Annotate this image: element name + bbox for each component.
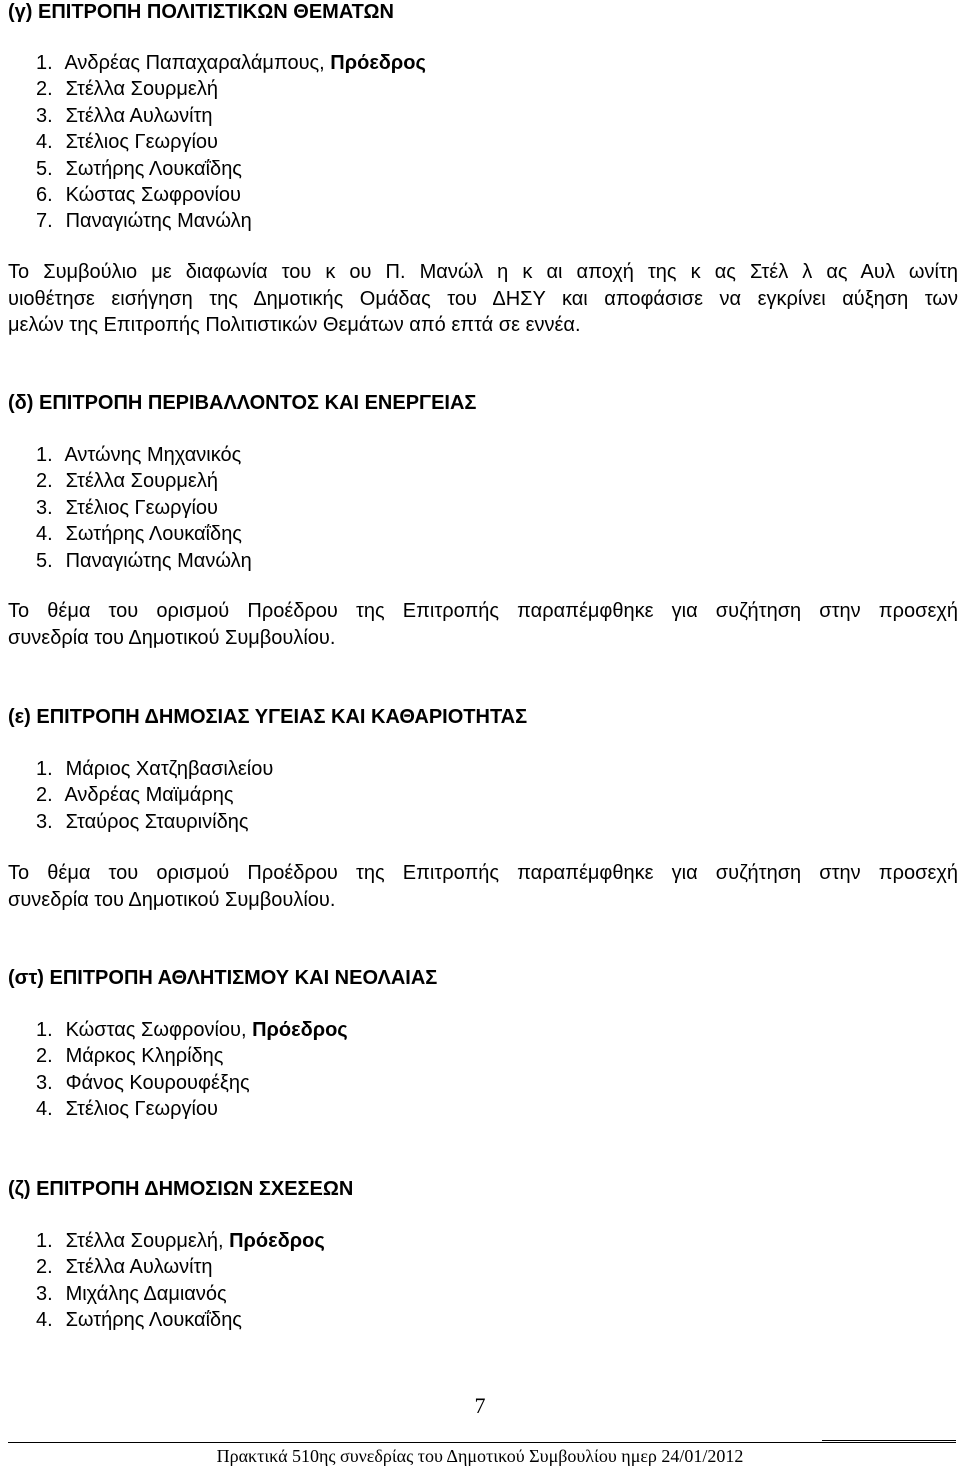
list-item: 4. Σωτήρης Λουκαΐδης — [36, 523, 242, 546]
member-list-g — [36, 50, 426, 235]
list-item: 2. Στέλλα Σουρμελή — [36, 470, 218, 493]
section-note-e: Το θέμα του ορισμού Προέδρου της Επιτροπής παραπέμφθηκε για συζήτηση στην προσεχή συνεδρία του Δημοτικού Συμβουλίου. — [8, 862, 958, 911]
list-item: 3. Φάνος Κουρουφέξης — [36, 1071, 250, 1094]
section-heading-d: (δ) ΕΠΙΤΡΟΠΗ ΠΕΡΙΒΑΛΛΟΝΤΟΣ ΚΑΙ ΕΝΕΡΓΕΙΑΣ — [8, 392, 477, 414]
list-item: 1. Αντώνης Μηχανικός — [36, 444, 242, 466]
list-item: 3. Σταύρος Σταυρινίδης — [36, 810, 249, 833]
member-list-d — [36, 442, 252, 574]
member-list-st — [36, 1017, 348, 1123]
page-number: 7 — [474, 1393, 486, 1418]
list-item: 6. Κώστας Σωφρονίου — [36, 184, 241, 207]
list-item: 4. Στέλιος Γεωργίου — [36, 1098, 218, 1121]
list-item: 7. Παναγιώτης Μανώλη — [36, 210, 252, 233]
list-item: 1. Ανδρέας Παπαχαραλάμπους, Πρόεδρος — [36, 52, 426, 74]
list-item: 2. Ανδρέας Μαϊμάρης — [36, 784, 234, 807]
list-item: 4. Σωτήρης Λουκαΐδης — [36, 1309, 242, 1332]
role-label: Πρόεδρος — [229, 1230, 325, 1252]
role-label: Πρόεδρος — [252, 1019, 348, 1041]
member-list-e — [36, 756, 273, 835]
list-item: 2. Στέλλα Σουρμελή — [36, 78, 218, 101]
list-item: 5. Παναγιώτης Μανώλη — [36, 549, 252, 572]
list-item: 2. Μάρκος Κληρίδης — [36, 1045, 224, 1068]
list-item: 4. Στέλιος Γεωργίου — [36, 131, 218, 154]
page-footer: Πρακτικά 510ης συνεδρίας του Δημοτικού Συμβουλίου ημερ 24/01/2012 — [216, 1446, 744, 1466]
section-heading-z: (ζ) ΕΠΙΤΡΟΠΗ ΔΗΜΟΣΙΩΝ ΣΧΕΣΕΩΝ — [8, 1178, 354, 1200]
footer-rule — [8, 1442, 956, 1443]
list-item: 2. Στέλλα Αυλωνίτη — [36, 1256, 213, 1279]
section-heading-g: (γ) ΕΠΙΤΡΟΠΗ ΠΟΛΙΤΙΣΤΙΚΩΝ ΘΕΜΑΤΩΝ — [8, 1, 394, 23]
section-heading-e: (ε) ΕΠΙΤΡΟΠΗ ΔΗΜΟΣΙΑΣ ΥΓΕΙΑΣ ΚΑΙ ΚΑΘΑΡΙΟΤΗΤΑΣ — [8, 706, 528, 728]
list-item: 3. Μιχάλης Δαμιανός — [36, 1282, 227, 1305]
section-heading-st: (στ) ΕΠΙΤΡΟΠΗ ΑΘΛΗΤΙΣΜΟΥ ΚΑΙ ΝΕΟΛΑΙΑΣ — [8, 967, 438, 989]
list-item: 3. Στέλλα Αυλωνίτη — [36, 104, 213, 127]
member-list-z — [36, 1228, 325, 1334]
role-label: Πρόεδρος — [330, 52, 426, 74]
list-item: 1. Στέλλα Σουρμελή, Πρόεδρος — [36, 1230, 325, 1252]
list-item: 1. Μάριος Χατζηβασιλείου — [36, 758, 274, 780]
footer-rule-short — [822, 1440, 956, 1441]
list-item: 1. Κώστας Σωφρονίου, Πρόεδρος — [36, 1019, 348, 1041]
list-item: 5. Σωτήρης Λουκαΐδης — [36, 157, 242, 180]
section-note-d: Το θέμα του ορισμού Προέδρου της Επιτροπής παραπέμφθηκε για συζήτηση στην προσεχή συνεδρία του Δημοτικού Συμβουλίου. — [8, 600, 958, 649]
section-note-g: Το Συμβούλιο με διαφωνία του κ ου Π. Μανώλ η κ αι αποχή της κ ας Στέλ λ ας Αυλ ωνίτη υιοθέτησε εισήγηση της Δημοτικής Ομάδας του ΔΗΣΥ και αποφάσισε να εγκρίνει αύξηση των μελών της Επιτροπής Πολιτιστικών Θεμάτων από επτά σε εννέα. — [8, 261, 958, 336]
list-item: 3. Στέλιος Γεωργίου — [36, 496, 218, 519]
